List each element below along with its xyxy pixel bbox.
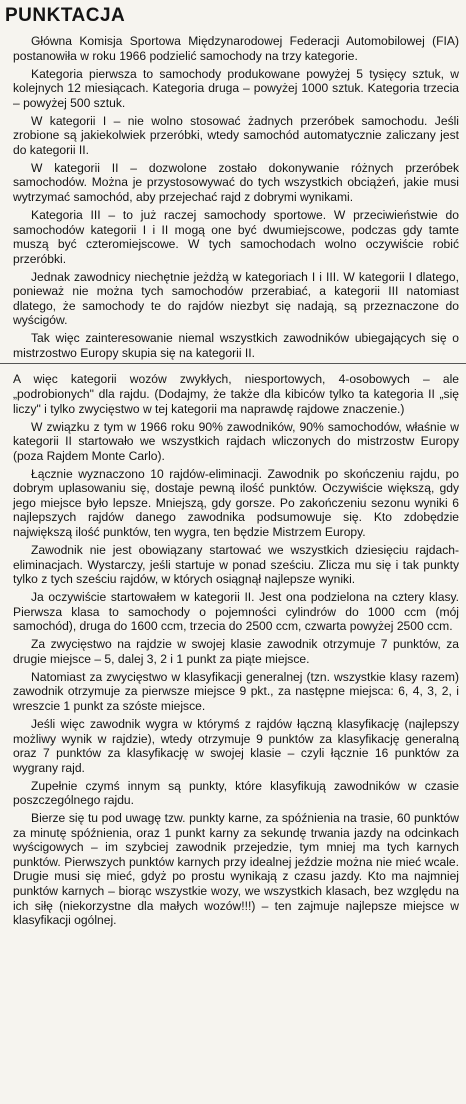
paragraph: A więc kategorii wozów zwykłych, niesportowych, 4-osobowych – ale „podrobionych" dla rajdu. (Dodajmy, że także dla kibiców tylko ta kategoria II „się liczy" i tylko zwycięstwo w tej kategorii ma naprawdę rajdowe znaczenie.) bbox=[13, 372, 459, 416]
paragraph: Zawodnik nie jest obowiązany startować we wszystkich dziesięciu rajdach-eliminacjach. Wystarczy, jeśli startuje w ponad sześciu. Zlicza mu się i tak punkty tylko z tych sześciu rajdów, w których osiągnął najlepsze wyniki. bbox=[13, 543, 459, 587]
paragraph: Tak więc zainteresowanie niemal wszystkich zawodników ubiegających się o mistrzostwo Europy skupia się na kategorii II. bbox=[13, 331, 459, 360]
paragraph: Kategoria pierwsza to samochody produkowane powyżej 5 tysięcy sztuk, w kolejnych 12 miesiącach. Kategoria druga – powyżej 1000 sztuk. Kategoria trzecia – powyżej 500 sztuk. bbox=[13, 66, 459, 110]
article-heading: PUNKTACJA bbox=[5, 5, 126, 26]
paragraph: Główna Komisja Sportowa Międzynarodowej Federacji Automobilowej (FIA) postanowiła w roku 1966 podzielić samochody na trzy kategorie. bbox=[13, 34, 459, 63]
paragraph: Jeśli więc zawodnik wygra w którymś z rajdów łączną klasyfikację (najlepszy możliwy wynik w rajdzie), wtedy otrzymuje 9 punktów za klasyfikację generalną oraz 7 punktów za klasyfikację w swojej klasie – czyli łącznie 16 punktów za wygrany rajd. bbox=[13, 717, 459, 775]
paragraph: W kategorii I – nie wolno stosować żadnych przeróbek samochodu. Jeśli zrobione są jakiekolwiek przeróbki, wtedy samochód automatycznie zaliczany jest do kategorii II. bbox=[13, 113, 459, 157]
paragraph: Za zwycięstwo na rajdzie w swojej klasie zawodnik otrzymuje 7 punktów, za drugie miejsce – 5, dalej 3, 2 i 1 punkt za piąte miejsce. bbox=[13, 637, 459, 666]
paragraph: W związku z tym w 1966 roku 90% zawodników, 90% samochodów, właśnie w kategorii II startowało we wszystkich rajdach wliczonych do mistrzostw Europy (poza Rajdem Monte Carlo). bbox=[13, 419, 459, 463]
paragraph: Bierze się tu pod uwagę tzw. punkty karne, za spóźnienia na trasie, 60 punktów za minutę spóźnienia, oraz 1 punkt karny za sekundę trwania jazdy na odcinkach wyścigowych – im szybciej zawodnik przejedzie, tym mniej ma tych karnych punktów. Pierwszych punktów karnych przy idealnej jeździe można nie mieć wcale. Drugie musi się mieć, gdyż po prostu wynikają z czasu jazdy. Kto ma najmniej punktów karnych – biorąc wszystkie wozy, we wszystkich klasach, bez względu na ich siłę (niekorzystne dla małych wozów!!!) – ten zajmuje najlepsze miejsce w klasyfikacji ogólnej. bbox=[13, 811, 459, 928]
paragraph: Łącznie wyznaczono 10 rajdów-eliminacji. Zawodnik po skończeniu rajdu, po dobrym uplasowaniu się, dostaje pewną ilość punktów. Oczywiście większą, gdy jego miejsce było lepsze. Mniejszą, gdy gorsze. Po zakończeniu sezonu wyniki 6 najlepszych rajdów danego zawodnika podsumowuje się. Kto zdobędzie największą ilość punktów, ten wygra, ten będzie Mistrzem Europy. bbox=[13, 466, 459, 539]
paragraph: Jednak zawodnicy niechętnie jeżdżą w kategoriach I i III. W kategorii I dlatego, ponieważ nie można tych samochodów przerabiać, a kategorii III natomiast dlatego, że samochody te do rajdów niezbyt się nadają, są przeznaczone do wyścigów. bbox=[13, 269, 459, 328]
paragraph: Natomiast za zwycięstwo w klasyfikacji generalnej (tzn. wszystkie klasy razem) zawodnik otrzymuje za pierwsze miejsce 9 pkt., za następne miejsca: 6, 4, 3, 2, i wreszcie 1 punkt za szóste miejsce. bbox=[13, 669, 459, 713]
paragraph: W kategorii II – dozwolone zostało dokonywanie różnych przeróbek samochodów. Można je przystosowywać do tych wszystkich obciążeń, jakie musi wytrzymać samochód, aby przejechać rajd z dobrymi wynikami. bbox=[13, 160, 459, 204]
paragraph: Ja oczywiście startowałem w kategorii II. Jest ona podzielona na cztery klasy. Pierwsza klasa to samochody o pojemności cylindrów do 1000 ccm (mój samochód), druga do 1600 ccm, trzecia do 2500 ccm, czwarta powyżej 2500 ccm. bbox=[13, 590, 459, 634]
section-divider bbox=[0, 363, 466, 364]
paragraph: Kategoria III – to już raczej samochody sportowe. W przeciwieństwie do samochodów kategorii I i II mogą one być dwumiejscowe, podczas gdy tamte muszą być czteromiejscowe. W tych samochodach wolno oczywiście robić przeróbki. bbox=[13, 208, 459, 266]
article-page bbox=[0, 4, 466, 1104]
paragraph: Zupełnie czymś innym są punkty, które klasyfikują zawodników w czasie poszczególnego rajdu. bbox=[13, 778, 459, 808]
article-section-scoring bbox=[13, 372, 459, 927]
article-section-categories bbox=[13, 34, 459, 360]
